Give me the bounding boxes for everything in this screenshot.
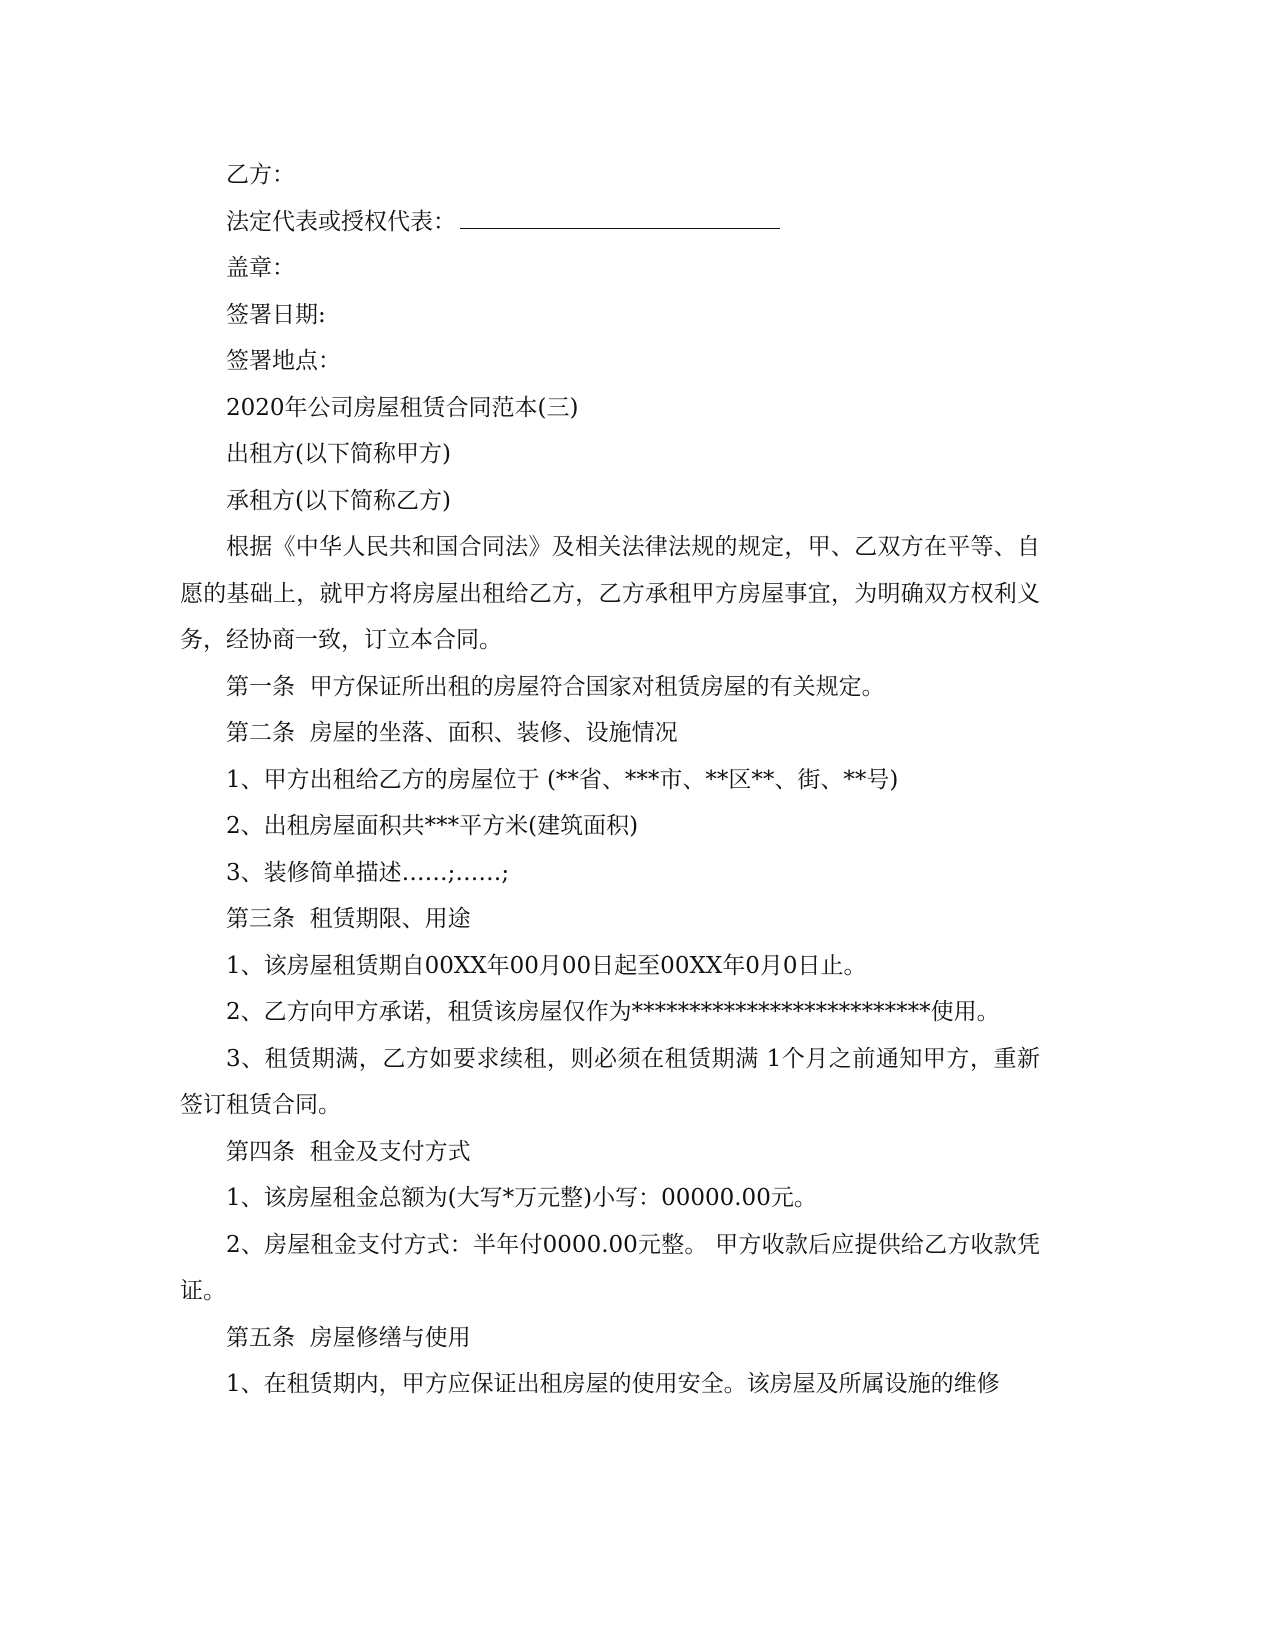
document-body xyxy=(180,152,1040,1408)
article-2-item-1: 1、甲方出租给乙方的房屋位于 (**省、***市、**区**、街、**号) xyxy=(226,766,899,793)
article-3-item-2: 2、乙方向甲方承诺，租赁该房屋仅作为**************************使用。 xyxy=(226,999,1000,1025)
preamble-paragraph: 根据《中华人民共和国合同法》及相关法律法规的规定，甲、乙双方在平等、自愿的基础上，就甲方将房屋出租给乙方，乙方承租甲方房屋事宜，为明确双方权利义务，经协商一致，订立本合同。 xyxy=(180,534,1040,653)
lessor-line: 出租方(以下简称甲方) xyxy=(226,441,451,467)
article-4-heading: 第四条 租金及支付方式 xyxy=(226,1138,471,1165)
contract-title: 2020年公司房屋租赁合同范本(三) xyxy=(226,394,579,421)
signature-representative xyxy=(180,199,1040,246)
article-4-item-2: 2、房屋租金支付方式：半年付0000.00元整。 甲方收款后应提供给乙方收款凭证。 xyxy=(180,1231,1040,1304)
article-1: 第一条 甲方保证所出租的房屋符合国家对租赁房屋的有关规定。 xyxy=(226,673,885,700)
article-5-item-1: 1、在租赁期内，甲方应保证出租房屋的使用安全。该房屋及所属设施的维修 xyxy=(226,1371,1000,1397)
signature-representative-label: 法定代表或授权代表： xyxy=(226,208,456,235)
signature-place: 签署地点： xyxy=(226,348,341,374)
lessee-line: 承租方(以下简称乙方) xyxy=(226,487,451,514)
article-2-item-3: 3、装修简单描述……;……; xyxy=(226,859,510,886)
article-3-heading: 第三条 租赁期限、用途 xyxy=(226,906,471,932)
article-3-item-3: 3、租赁期满，乙方如要求续租，则必须在租赁期满 1个月之前通知甲方，重新签订租赁合同。 xyxy=(180,1045,1040,1118)
article-5-heading: 第五条 房屋修缮与使用 xyxy=(226,1324,471,1351)
signature-date: 签署日期: xyxy=(226,301,326,328)
article-2-heading: 第二条 房屋的坐落、面积、装修、设施情况 xyxy=(226,720,678,746)
signature-party-b: 乙方： xyxy=(226,162,295,188)
article-2-item-2: 2、出租房屋面积共***平方米(建筑面积) xyxy=(226,813,639,839)
article-3-item-1: 1、该房屋租赁期自00XX年00月00日起至00XX年0月0日止。 xyxy=(226,952,867,979)
signature-seal: 盖章： xyxy=(226,255,295,281)
signature-blank-line xyxy=(460,214,780,229)
article-4-item-1: 1、该房屋租金总额为(大写*万元整)小写：00000.00元。 xyxy=(226,1185,817,1211)
